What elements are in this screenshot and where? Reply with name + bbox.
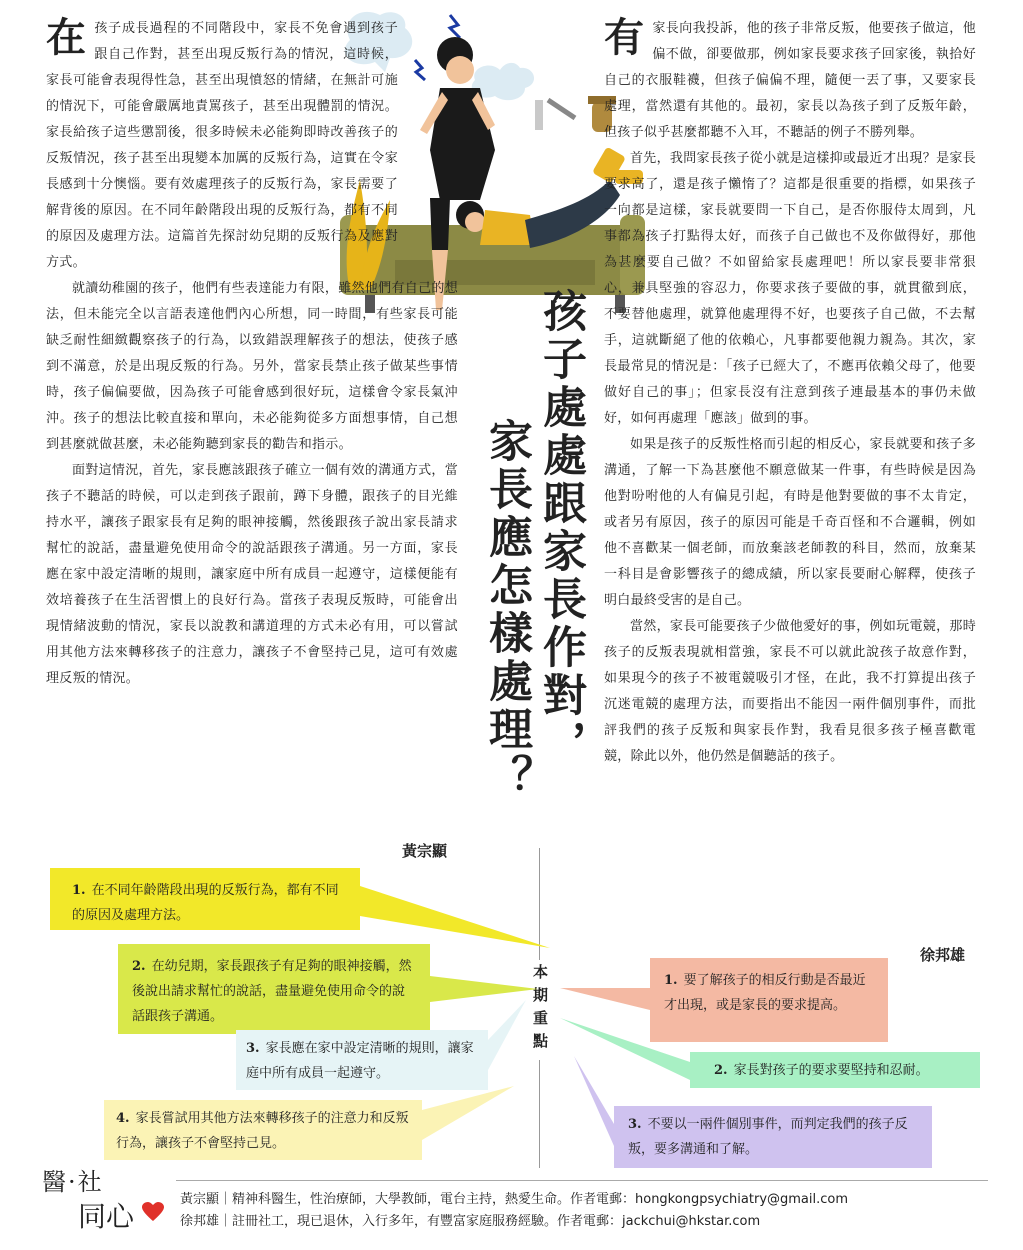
right-author: 徐邦雄	[920, 946, 966, 964]
footer-line-1: 黃宗顯｜精神科醫生，性治療師，大學教師，電台主持，熱愛生命。作者電郵：hongkongpsychiatry@gmail.com	[180, 1192, 849, 1207]
point-text: 家長應在家中設定清晰的規則，讓家庭中所有成員一起遵守。	[246, 1041, 474, 1081]
point-number: 2.	[714, 1063, 728, 1078]
logo-line1: 醫·社	[42, 1168, 104, 1196]
bottle-icon	[535, 100, 543, 130]
key-point-right-2	[690, 1052, 980, 1088]
point-number: 1.	[72, 883, 86, 898]
left-author: 黃宗顯	[402, 842, 448, 860]
key-point-left-2	[118, 944, 430, 1034]
article-title-line1: 孩子處處跟家長作對，	[535, 288, 586, 768]
key-point-left-4	[104, 1100, 422, 1160]
article-title-line2: 家長應怎樣處理？	[481, 418, 532, 802]
point-number: 3.	[246, 1041, 260, 1056]
left-article	[46, 16, 458, 692]
left-paragraph-3: 面對這情況，首先，家長應該跟孩子確立一個有效的溝通方式，當孩子不聽話的時候，可以走到孩子跟前，蹲下身體，跟孩子的目光維持水平，讓孩子跟家長有足夠的眼神接觸，然後跟孩子說出家長請求幫忙的說話，盡量避免使用命令的說話跟孩子溝通。另一方面，家長應在家中設定清晰的規則，讓家庭中所有成員一起遵守，這樣便能有效培養孩子在生活習慣上的良好行為。當孩子表現反叛時，可能會出現情緒波動的情況，家長以說教和講道理的方式未必有用，可以嘗試用其他方法來轉移孩子的注意力，讓孩子不會堅持己見，這可有效處理反叛的情況。	[46, 463, 458, 686]
point-number: 4.	[116, 1111, 130, 1126]
right-article	[604, 16, 976, 770]
point-text: 家長對孩子的要求要堅持和忍耐。	[733, 1063, 929, 1078]
key-points-label: 本期重點	[528, 960, 553, 1060]
key-point-left-1	[50, 868, 360, 930]
point-number: 1.	[664, 973, 678, 988]
right-paragraph-4: 當然，家長可能要孩子少做他愛好的事，例如玩電競，那時孩子的反叛表現就相當強，家長不可以就此說孩子故意作對，如果現今的孩子不被電競吸引才怪，在此，我不打算提出孩子沉迷電競的處理方法，而要指出不能因一兩件個別事件，而批評我們的孩子反叛和與家長作對，我看見很多孩子極喜歡電競，除此以外，他仍然是個聽話的孩子。	[604, 619, 976, 764]
right-paragraph-1: 家長向我投訴，他的孩子非常反叛，他要孩子做這，他偏不做，卻要做那，例如家長要求孩子回家後，執拾好自己的衣服鞋襪，但孩子偏偏不理，隨便一丟了事，又要家長處理，當然還有其他的。最初，家長以為孩子到了反叛年齡，但孩子似乎甚麼都聽不入耳，不聽話的例子不勝列舉。	[604, 21, 976, 140]
point-text: 在不同年齡階段出現的反叛行為，都有不同的原因及處理方法。	[72, 883, 339, 923]
footer-rule	[176, 1180, 988, 1181]
drop-cap: 有	[604, 14, 645, 61]
logo	[42, 1162, 162, 1242]
key-point-left-3	[236, 1030, 488, 1090]
footer-line-2: 徐邦雄｜註冊社工，現已退休，入行多年，有豐富家庭服務經驗。作者電郵：jackchui@hkstar.com	[180, 1214, 761, 1229]
point-text: 家長嘗試用其他方法來轉移孩子的注意力和反叛行為，讓孩子不會堅持己見。	[116, 1111, 409, 1151]
heart-icon	[142, 1202, 164, 1222]
key-point-right-3	[614, 1106, 932, 1168]
point-text: 在幼兒期，家長跟孩子有足夠的眼神接觸，然後說出請求幫忙的說話，盡量避免使用命令的說話跟孩子溝通。	[132, 959, 412, 1024]
right-paragraph-3: 如果是孩子的反叛性格而引起的相反心，家長就要和孩子多溝通，了解一下為甚麼他不願意做某一件事，有些時候是因為他對吩咐他的人有偏見引起，有時是他對要做的事不太肯定，或者另有原因，孩子的原因可能是千奇百怪和不合邏輯，例如他不喜歡某一個老師，而放棄該老師教的科目，然而，放棄某一科目是會影響孩子的總成績，所以家長要耐心解釋，使孩子明白最終受害的是自己。	[604, 437, 976, 608]
left-paragraph-2: 就讀幼稚園的孩子，他們有些表達能力有限，雖然他們有自己的想法，但未能完全以言語表達他們內心所想，同一時間，有些家長可能缺乏耐性細緻觀察孩子的行為，以致錯誤理解孩子的想法，使孩子感到不滿意，於是出現反叛的行為。另外，當家長禁止孩子做某些事情時，孩子偏偏要做，因為孩子可能會感到很好玩，這樣會令家長氣沖沖。孩子的想法比較直接和單向，未必能夠從多方面想事情，自己想到甚麼就做甚麼，未必能夠聽到家長的勸告和指示。	[46, 281, 458, 452]
right-paragraph-2: 首先，我問家長孩子從小就是這樣抑或最近才出現？是家長要求高了，還是孩子懶惰了？這都是很重要的指標，如果孩子一向都是這樣，家長就要問一下自己，是否你服侍太周到，凡事都為孩子打點得太好，而孩子自己做也不及你做得好，那他為甚麼要自己做？不如留給家長處理吧！所以家長要非常狠心，兼具堅強的容忍力，你要求孩子要做的事，就貫徹到底，不要替他處理，就算他處理得不好，也要孩子自己做，不去幫手，這就斷絕了他的依賴心，凡事都要他親力親為。其次，家長最常見的情況是：「孩子已經大了，不應再依賴父母了，他要做好自己的事」；但家長沒有注意到孩子連最基本的事仍未做好，如何再處理「應該」做到的事。	[604, 151, 976, 426]
logo-line2: 同心	[78, 1200, 135, 1233]
point-text: 要了解孩子的相反行動是否最近才出現，或是家長的要求提高。	[664, 973, 866, 1013]
point-number: 2.	[132, 959, 146, 974]
point-number: 3.	[628, 1117, 642, 1132]
point-text: 不要以一兩件個別事件，而判定我們的孩子反叛，要多溝通和了解。	[628, 1117, 908, 1157]
left-paragraph-1: 孩子成長過程的不同階段中，家長不免會遇到孩子跟自己作對，甚至出現反叛行為的情況，這時候，家長可能會表現得性急，甚至出現憤怒的情緒，在無計可施的情況下，可能會嚴厲地責罵孩子，甚至出現體罰的情況。家長給孩子這些懲罰後，很多時候未必能夠即時改善孩子的反叛情況，孩子甚至出現變本加厲的反叛行為，這實在令家長感到十分懊惱。要有效處理孩子的反叛行為，家長需要了解背後的原因。在不同年齡階段出現的反叛行為，都有不同的原因及處理方法。這篇首先探討幼兒期的反叛行為及應對方式。	[46, 21, 398, 270]
drop-cap: 在	[46, 14, 87, 61]
key-point-right-1	[650, 958, 888, 1042]
